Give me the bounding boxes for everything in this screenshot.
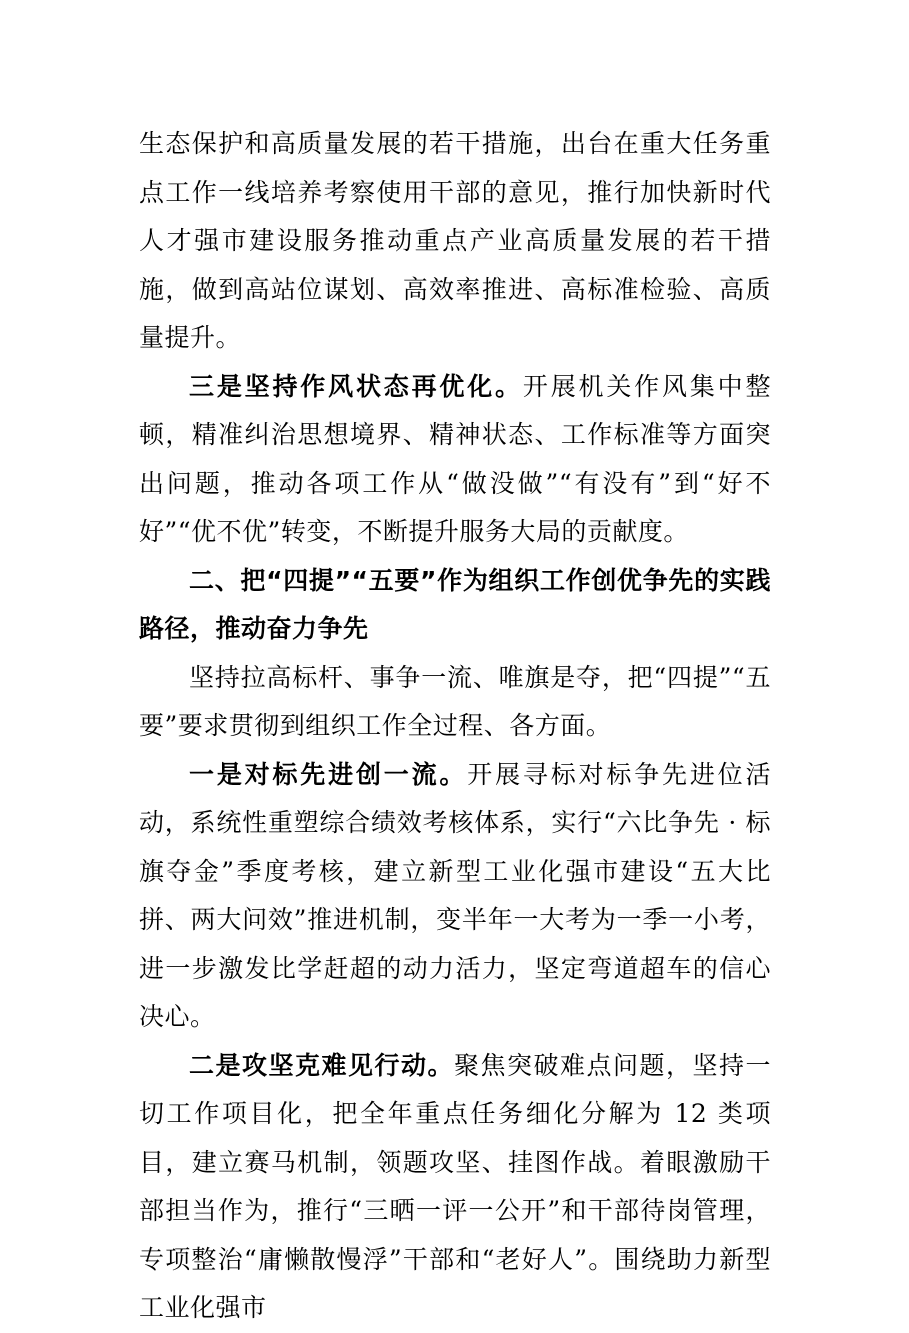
- paragraph-text: 生态保护和高质量发展的若干措施，出台在重大任务重点工作一线培养考察使用干部的意见，推行加快新时代人才强市建设服务推动重点产业高质量发展的若干措施，做到高站位谋划、高效率推进、高标准检验、高质量提升。: [139, 129, 771, 352]
- paragraph-lead: 一是对标先进创一流。: [189, 759, 468, 789]
- paragraph-text: 坚持拉高标杆、事争一流、唯旗是夺，把“四提”“五要”要求贯彻到组织工作全过程、各方面。: [139, 662, 771, 740]
- section-heading: 二、把“四提”“五要”作为组织工作创优争先的实践路径，推动奋力争先: [139, 565, 771, 643]
- paragraph-section-intro: [139, 654, 771, 751]
- paragraph-text: 开展寻标对标争先进位活动，系统性重塑综合绩效考核体系，实行“六比争先 · 标旗夺金”季度考核，建立新型工业化强市建设“五大比拼、两大问效”推进机制，变半年一大考为一季一小考，进一步激发比学赶超的动力活力，坚定弯道超车的信心决心。: [139, 759, 771, 1031]
- paragraph-tackle-difficulties: [139, 1042, 771, 1333]
- paragraph-text: 开展机关作风集中整顿，精准纠治思想境界、精神状态、工作标准等方面突出问题，推动各项工作从“做没做”“有没有”到“好不好”“优不优”转变，不断提升服务大局的贡献度。: [139, 371, 771, 546]
- paragraph-benchmark: [139, 751, 771, 1042]
- paragraph-continuation: [139, 120, 771, 363]
- paragraph-text: 聚焦突破难点问题，坚持一切工作项目化，把全年重点任务细化分解为 12 类项目，建立赛马机制，领题攻坚、挂图作战。着眼激励干部担当作为，推行“三晒一评一公开”和干部待岗管理，专项整治“庸懒散慢浮”干部和“老好人”。围绕助力新型工业化强市: [139, 1050, 771, 1322]
- paragraph-lead: 二是攻坚克难见行动。: [189, 1050, 454, 1080]
- paragraph-style-optimization: [139, 363, 771, 557]
- paragraph-lead: 三是坚持作风状态再优化。: [189, 371, 523, 401]
- document-body: [139, 120, 771, 1333]
